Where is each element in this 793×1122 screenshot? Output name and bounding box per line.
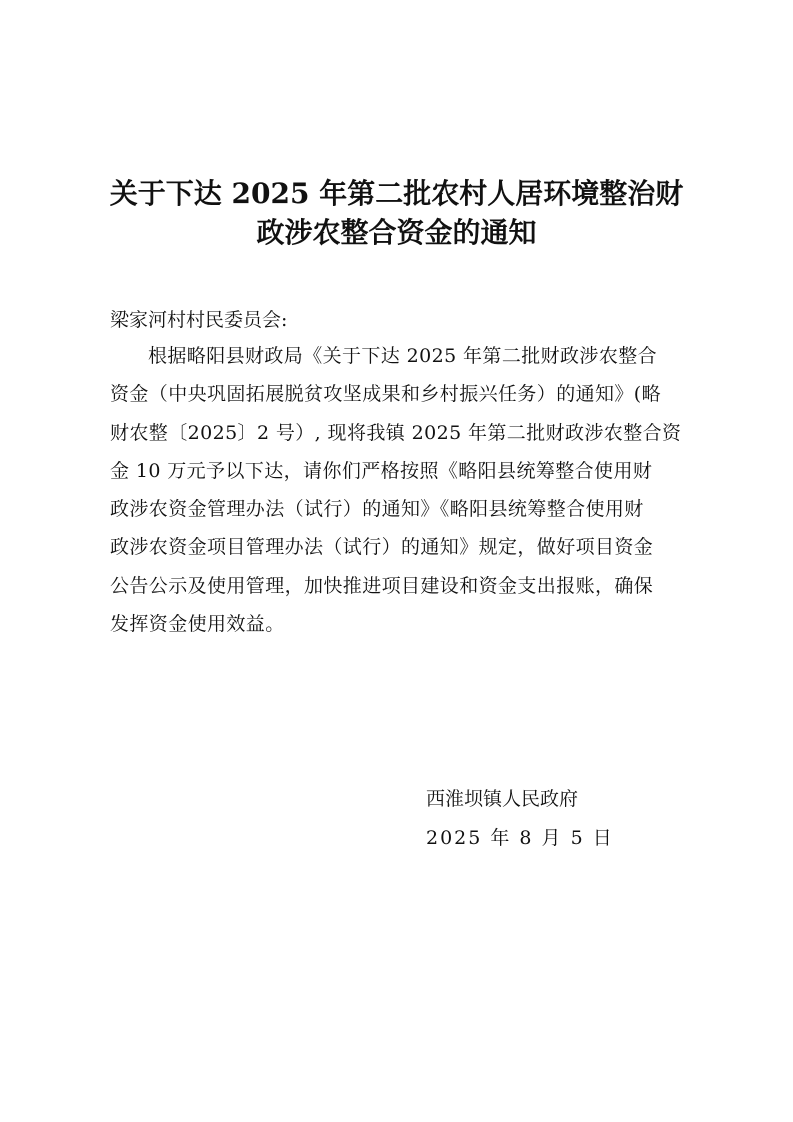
signature-date: 2025 年 8 月 5 日 [426, 827, 614, 849]
body-line: 政涉农资金项目管理办法（试行）的通知》规定，做好项目资金 [110, 536, 654, 559]
body-line: 金 10 万元予以下达，请你们严格按照《略阳县统筹整合使用财 [110, 459, 653, 482]
signature-issuer: 西淮坝镇人民政府 [426, 788, 579, 810]
body-paragraph [110, 341, 710, 647]
document-title-line-1: 关于下达 2025 年第二批农村人居环境整治财 [109, 177, 684, 210]
body-line: 财农整〔2025〕2 号）, 现将我镇 2025 年第二批财政涉农整合资 [110, 421, 682, 444]
body-line: 政涉农资金管理办法（试行）的通知》《略阳县统筹整合使用财 [110, 498, 644, 521]
body-line: 公告公示及使用管理，加快推进项目建设和资金支出报账，确保 [110, 574, 654, 597]
body-line: 根据略阳县财政局《关于下达 2025 年第二批财政涉农整合 [148, 345, 658, 367]
salutation: 梁家河村村民委员会: [110, 309, 288, 331]
body-line: 发挥资金使用效益。 [110, 613, 285, 636]
document-title-line-2: 政涉农整合资金的通知 [256, 216, 537, 249]
body-line: 资金（中央巩固拓展脱贫攻坚成果和乡村振兴任务）的通知》(略 [110, 383, 662, 406]
